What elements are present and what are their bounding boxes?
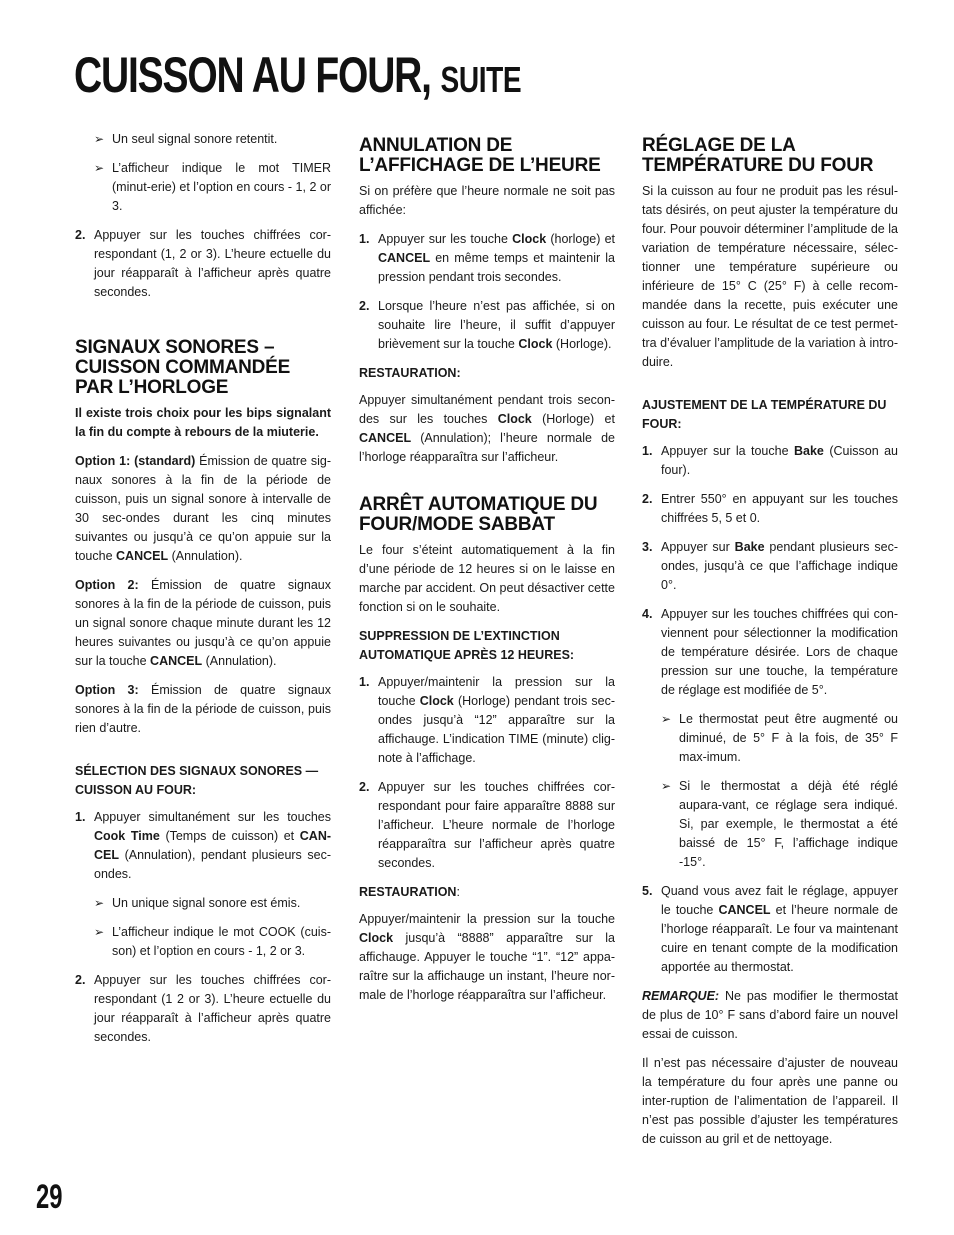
- section-heading-annulation: ANNULATION DE L’AFFICHAGE DE L’HEURE: [359, 135, 601, 176]
- page-title: [74, 47, 522, 103]
- subheading-suppression: SUPPRESSION DE L’EXTINCTION AUTOMATIQUE APRÈS 12 HEURES:: [359, 629, 575, 662]
- subheading-restauration: RESTAURATION:: [359, 366, 461, 380]
- step-item: 1. Appuyer sur les touche Clock (horloge) et CANCEL en même temps et maintenir la pression pendant trois secondes.: [359, 232, 615, 284]
- step-item: 1. Appuyer/maintenir la pression sur la touche Clock (Horloge) pendant trois sec-ondes jusqu’à “12” apparaître sur la affichauge. L’indication TIME (minute) clig-note à l’affichage.: [359, 675, 615, 765]
- step-item: 2. Lorsque l’heure n’est pas affichée, si on souhaite lire l’heure, il suffit d’appuyer brièvement sur la touche Clock (Horloge).: [359, 299, 615, 351]
- section-heading-sabbat: ARRÊT AUTOMATIQUE DU FOUR/MODE SABBAT: [359, 494, 598, 535]
- arrow-bullet-icon: ➢: [661, 712, 672, 726]
- step-item: 4. Appuyer sur les touches chiffrées qui con-viennent pour sélectionner la modification de température désirée. Lors de chaque pression sur une touche, la température de réglage est modifiée de 5°.: [642, 607, 898, 697]
- column-2: [359, 130, 615, 1015]
- column-3: [642, 130, 898, 1159]
- step-item: 2. Appuyer sur les touches chiffrées cor-respondant (1 2 or 3). L’heure ectuelle du jour réapparaît à l’afficheur après quatre secondes.: [75, 973, 331, 1044]
- bullet-item: ➢ Si le thermostat a déjà été réglé aupara-vant, ce réglage sera indiqué. Si, par exemple, le thermostat a été baissé de 15° F, l’affichage indique -15°.: [661, 779, 898, 869]
- bullet-item: ➢ Un seul signal sonore retentit.: [75, 130, 331, 149]
- option-3: Option 3: Émission de quatre signaux sonores à la fin de la période de cuisson, puis rien d’autre.: [75, 683, 332, 735]
- restauration-text-2: Appuyer/maintenir la pression sur la touche Clock jusqu’à “8888” apparaître sur la affichauge. Appuyer le touche “1”. “12” appa-raître sur la affichauge un instant, l’heure nor-male de l’horloge réapparaîtra sur l’afficheur.: [359, 912, 615, 1002]
- subheading-selection: SÉLECTION DES SIGNAUX SONORES — CUISSON AU FOUR:: [75, 764, 319, 797]
- bullet-item: ➢ Un unique signal sonore est émis.: [75, 894, 331, 913]
- intro-text: Si on préfère que l’heure normale ne soit pas affichée:: [359, 184, 615, 217]
- step-item: 2. Appuyer sur les touches chiffrées cor-respondant (1, 2 or 3). L’heure ectuelle du jour réapparaît à l’afficheur après quatre secondes.: [75, 228, 331, 299]
- subheading-ajustement: AJUSTEMENT DE LA TEMPÉRATURE DU FOUR:: [642, 398, 887, 431]
- section-heading-reglage: RÉGLAGE DE LA TEMPÉRATURE DU FOUR: [642, 135, 874, 176]
- section-heading-signaux: SIGNAUX SONORES – CUISSON COMMANDÉE PAR L’HORLOGE: [75, 337, 291, 398]
- bullet-item: ➢ L’afficheur indique le mot COOK (cuis-son) et l’option en cours - 1, 2 or 3.: [94, 925, 331, 958]
- intro-text: Il existe trois choix pour les bips signalant la fin du compte à rebours de la miuterie.: [75, 406, 331, 439]
- intro-text: Si la cuisson au four ne produit pas les résul-tats désirés, on peut ajuster la température du four. Pour pouvoir déterminer l’amplitude de la variation de température nécessaire, sélec-tionner une température supérieure ou inférieure de 15° C (25° F) à celle recom-mandée dans la recette, puis exécuter une cuisson au four. Le résultat de ce test permet-tra d’évaluer l’amplitude de la variation à intro-duire.: [642, 184, 898, 369]
- step-item: 2. Appuyer sur les touches chiffrées cor-respondant pour faire apparaître 8888 sur l’afficheur. L’heure normale de l’horloge réapparaîtra sur l’afficheur après quatre secondes.: [359, 780, 615, 870]
- bullet-item: ➢ Le thermostat peut être augmenté ou diminué, de 5° F à la fois, de 35° F max-imum.: [661, 712, 898, 764]
- step-item: 2. Entrer 550° en appuyant sur les touches chiffrées 5, 5 et 0.: [642, 492, 898, 525]
- title-main: CUISSON AU FOUR,: [74, 47, 431, 103]
- arrow-bullet-icon: ➢: [94, 161, 105, 175]
- page-number: 29: [36, 1178, 63, 1216]
- step-item: 5. Quand vous avez fait le réglage, appuyer le touche CANCEL et l’heure normale de l’horloge réapparaît. Le four va maintenant cuire en tenant compte de la modification apportée au thermostat.: [642, 884, 898, 974]
- arrow-bullet-icon: ➢: [94, 896, 105, 910]
- arrow-bullet-icon: ➢: [661, 779, 672, 793]
- final-paragraph: Il n’est pas nécessaire d’ajuster de nouveau la température du four après une panne ou inter-ruption de l’alimentation de l’appareil. Il n’est pas possible d’ajuster les températures de cuisson au gril et de nettoyage.: [642, 1056, 898, 1146]
- option-2: Option 2: Émission de quatre signaux sonores à la fin de la période de cuisson, puis un signal sonore chaque minute durant les 12 heures suivantes ou jusqu’à ce qu’on appuie sur la touche CANCEL (Annulation).: [75, 578, 332, 668]
- sabbat-intro: Le four s’éteint automatiquement à la fin d’une période de 12 heures si on le laisse en marche par accident. On peut désactiver cette fonction si on le souhaite.: [359, 543, 615, 614]
- step-item: 1. Appuyer simultanément sur les touches Cook Time (Temps de cuisson) et CAN-CEL (Annulation), pendant plusieurs sec-ondes.: [75, 810, 332, 881]
- title-suite: SUITE: [440, 59, 522, 100]
- arrow-bullet-icon: ➢: [94, 925, 105, 939]
- step-item: 3. Appuyer sur Bake pendant plusieurs sec-ondes, jusqu’à ce que l’affichage indique 0°.: [642, 540, 898, 592]
- note-remarque: REMARQUE: Ne pas modifier le thermostat de plus de 10° F sans d’abord faire un nouvel essai de cuisson.: [642, 989, 898, 1041]
- step-item: 1. Appuyer sur la touche Bake (Cuisson au four).: [642, 444, 898, 477]
- bullet-item: ➢ L’afficheur indique le mot TIMER (minut-erie) et l’option en cours - 1, 2 or 3.: [94, 161, 331, 213]
- option-1: Option 1: (standard) Émission de quatre sig-naux sonores à la fin de la période de cuisson, puis un signal sonore à intervalle de 30 sec-ondes durant les cinq minutes suivantes ou jusqu’à ce qu’on appuie sur la touche CANCEL (Annulation).: [75, 454, 331, 563]
- arrow-bullet-icon: ➢: [94, 132, 105, 146]
- column-1: [75, 130, 331, 1057]
- restauration-text: Appuyer simultanément pendant trois secon-des sur les touches Clock (Horloge) et CANCEL (Annulation); l’heure normale de l’horloge réapparaîtra sur l’afficheur.: [359, 393, 615, 464]
- subheading-restauration-2: RESTAURATION:: [359, 885, 460, 899]
